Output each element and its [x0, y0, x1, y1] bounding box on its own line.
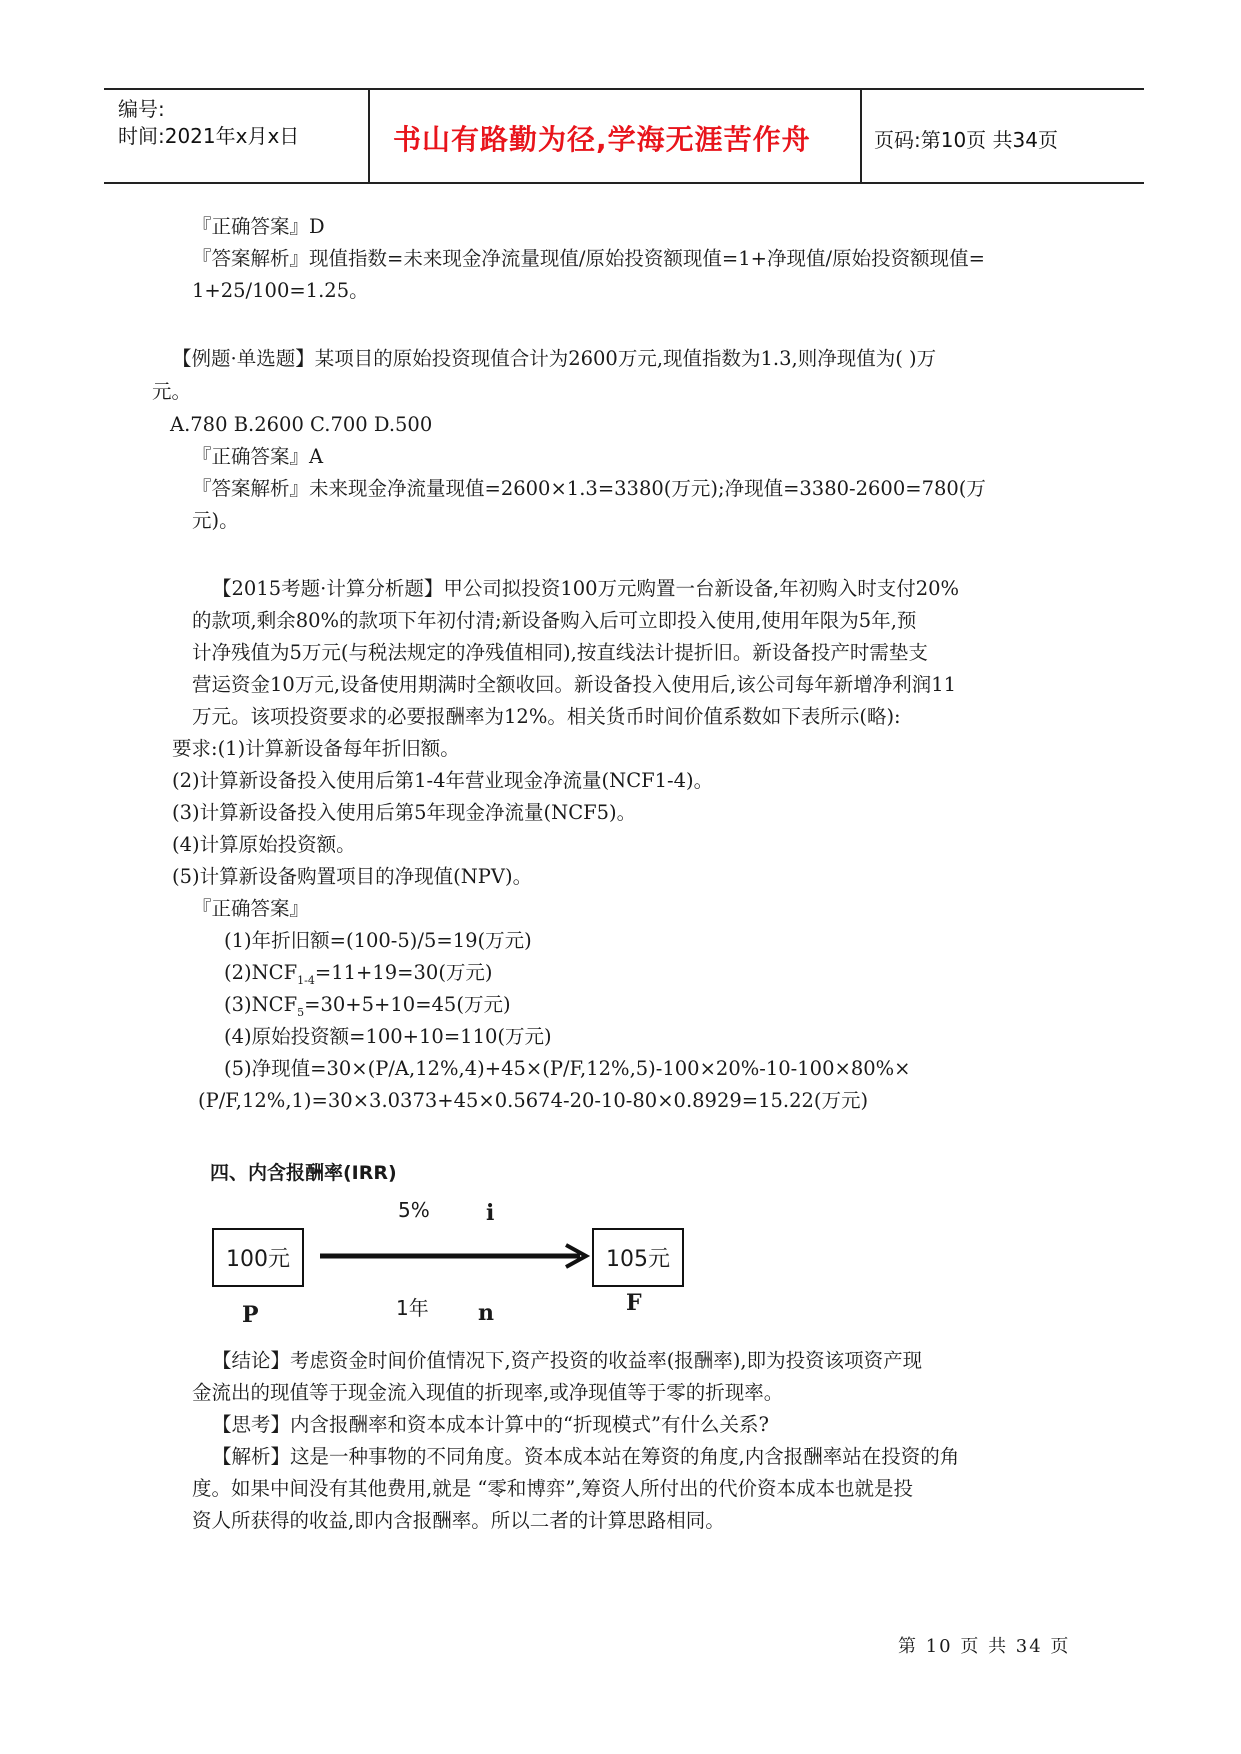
- q1-answer: 『正确答案』D: [192, 215, 325, 238]
- q3-stem-line1: 【2015考题·计算分析题】甲公司拟投资100万元购置一台新设备,年初购入时支付20%: [212, 577, 960, 600]
- conclusion-line1: 【结论】考虑资金时间价值情况下,资产投资的收益率(报酬率),即为投资该项资产现: [212, 1349, 923, 1372]
- analysis-line1: 【解析】这是一种事物的不同角度。资本成本站在筹资的角度,内含报酬率站在投资的角: [212, 1445, 960, 1468]
- q3-answer-5-line2: (P/F,12%,1)=30×3.0373+45×0.5674-20-10-80×0.8929=15.22(万元): [198, 1089, 869, 1112]
- q3-stem-line2: 的款项,剩余80%的款项下年初付清;新设备购入后可立即投入使用,使用年限为5年,预: [192, 609, 917, 632]
- q2-analysis-line1: 『答案解析』未来现金净流量现值=2600×1.3=3380(万元);净现值=3380-2600=780(万: [192, 477, 986, 500]
- q3-answer-2-pre: (2)NCF: [224, 961, 298, 984]
- q3-requirement-3: (3)计算新设备投入使用后第5年现金净流量(NCF5)。: [172, 801, 637, 824]
- diagram-left-var: P: [242, 1302, 259, 1328]
- q3-requirement-4: (4)计算原始投资额。: [172, 833, 356, 856]
- header-number-label: 编号:: [118, 97, 165, 121]
- analysis-line2: 度。如果中间没有其他费用,就是 “零和博弈”,筹资人所付出的代价资本成本也就是投: [192, 1477, 914, 1500]
- q2-stem-line1: 【例题·单选题】某项目的原始投资现值合计为2600万元,现值指数为1.3,则净现值为( )万: [172, 347, 937, 370]
- diagram-right-var: F: [626, 1290, 642, 1316]
- diagram-rate: 5%: [398, 1198, 430, 1222]
- header-motto: 书山有路勤为径,学海无涯苦作舟: [393, 123, 811, 156]
- q2-analysis-line2: 元)。: [192, 509, 239, 532]
- q3-answer-3-pre: (3)NCF: [224, 993, 298, 1016]
- q3-answer-3-sub: 5: [297, 1005, 305, 1019]
- q3-stem-line5: 万元。该项投资要求的必要报酬率为12%。相关货币时间价值系数如下表所示(略):: [192, 705, 901, 728]
- q3-stem-line3: 计净残值为5万元(与税法规定的净残值相同),按直线法计提折旧。新设备投产时需垫支: [192, 641, 928, 664]
- q3-requirement-5: (5)计算新设备购置项目的净现值(NPV)。: [172, 865, 533, 888]
- analysis-line3: 资人所获得的收益,即内含报酬率。所以二者的计算思路相同。: [192, 1509, 725, 1532]
- conclusion-line2: 金流出的现值等于现金流入现值的折现率,或净现值等于零的折现率。: [192, 1381, 784, 1404]
- q1-analysis-line2: 1+25/100=1.25。: [192, 279, 369, 302]
- diagram-left-box: 100元: [212, 1228, 304, 1287]
- header-top-rule: [104, 88, 1144, 90]
- diagram-period: 1年: [396, 1296, 429, 1320]
- q1-analysis-line1: 『答案解析』现值指数=未来现金净流量现值/原始投资额现值=1+净现值/原始投资额现值=: [192, 247, 985, 270]
- header-divider-right: [860, 88, 862, 183]
- header-time-label: 时间:2021年x月x日: [118, 124, 300, 148]
- q2-answer: 『正确答案』A: [192, 445, 324, 468]
- q3-answer-3-post: =30+5+10=45(万元): [304, 993, 511, 1016]
- q3-answer-1: (1)年折旧额=(100-5)/5=19(万元): [224, 929, 532, 952]
- q2-stem-line2: 元。: [152, 380, 192, 403]
- q2-options: A.780 B.2600 C.700 D.500: [170, 413, 433, 436]
- header-page-label: 页码:第10页 共34页: [874, 128, 1058, 152]
- q3-answer-4: (4)原始投资额=100+10=110(万元): [224, 1025, 552, 1048]
- q3-requirement-1: 要求:(1)计算新设备每年折旧额。: [172, 737, 460, 760]
- think-line: 【思考】内含报酬率和资本成本计算中的“折现模式”有什么关系?: [212, 1413, 769, 1436]
- q3-answer-2-sub: 1-4: [297, 973, 315, 987]
- footer-page-number: 第 10 页 共 34 页: [898, 1636, 1071, 1657]
- diagram-rate-var: i: [486, 1200, 495, 1226]
- header-bottom-rule: [104, 182, 1144, 184]
- section-title-irr: 四、内含报酬率(IRR): [210, 1162, 397, 1184]
- q3-answer-5-line1: (5)净现值=30×(P/A,12%,4)+45×(P/F,12%,5)-100×20%-10-100×80%×: [224, 1057, 911, 1080]
- header-divider-left: [368, 88, 370, 183]
- q3-stem-line4: 营运资金10万元,设备使用期满时全额收回。新设备投入使用后,该公司每年新增净利润11: [192, 673, 957, 696]
- q3-answer: 『正确答案』: [192, 897, 310, 920]
- diagram-arrow: [318, 1240, 594, 1272]
- diagram-period-var: n: [478, 1300, 494, 1326]
- diagram-right-box: 105元: [592, 1228, 684, 1287]
- q3-answer-2-post: =11+19=30(万元): [314, 961, 493, 984]
- q3-requirement-2: (2)计算新设备投入使用后第1-4年营业现金净流量(NCF1-4)。: [172, 769, 714, 792]
